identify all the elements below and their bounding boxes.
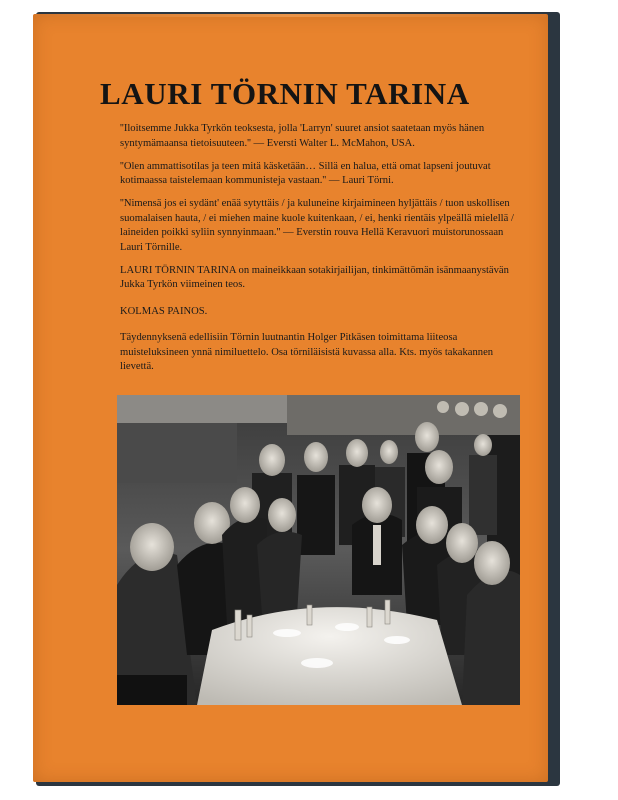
book-description: LAURI TÖRNIN TARINA on maineikkaan sotakirjailijan, tinkimättömän isänmaanystävän Jukka Tyrkön viimeinen teos. [120,264,509,290]
quote-keravuori: ''Nimensä jos ei sydänt' enää sytyttäis / ja kuluneine kirjaimineen hyljättäis / tuon uskollisen suomalaisen hauta, / ei miehen maine kuole kuitenkaan, / ei, henki rientäis ylpeällä mielellä / laineiden poikki syliin synnyinmaan.'' — Everstin rouva Hellä Keravuori muistorunossaan Lauri Törnille. [120,198,514,253]
edition-note: KOLMAS PAINOS. [120,305,208,317]
supplement-note: Täydennyksenä edellisiin Törnin luutnantin Holger Pitkäsen toimittama liiteosa muisteluksineen ynnä nimiluettelo. Osa törniläisistä kuvassa alla. Kts. myös takakannen lievettä. [120,332,494,372]
group-photo-image [117,395,520,705]
quote-torni: ''Olen ammattisotilas ja teen mitä käsketään… Sillä en halua, että omat lapseni joutuvat kotimaassa taistelemaan kommunisteja vastaan.'' — Lauri Törni. [120,160,491,186]
blurb-text [120,122,518,383]
group-photo [117,395,520,705]
quote-mcmahon: ''Iloitsemme Jukka Tyrkön teoksesta, jolla 'Larryn' suuret ansiot saatetaan myös hänen syntymämaansa tietoisuuteen.'' — Eversti Walter L. McMahon, USA. [120,123,485,149]
jacket-wear-edge [36,14,546,17]
book-title: LAURI TÖRNIN TARINA [100,76,470,111]
